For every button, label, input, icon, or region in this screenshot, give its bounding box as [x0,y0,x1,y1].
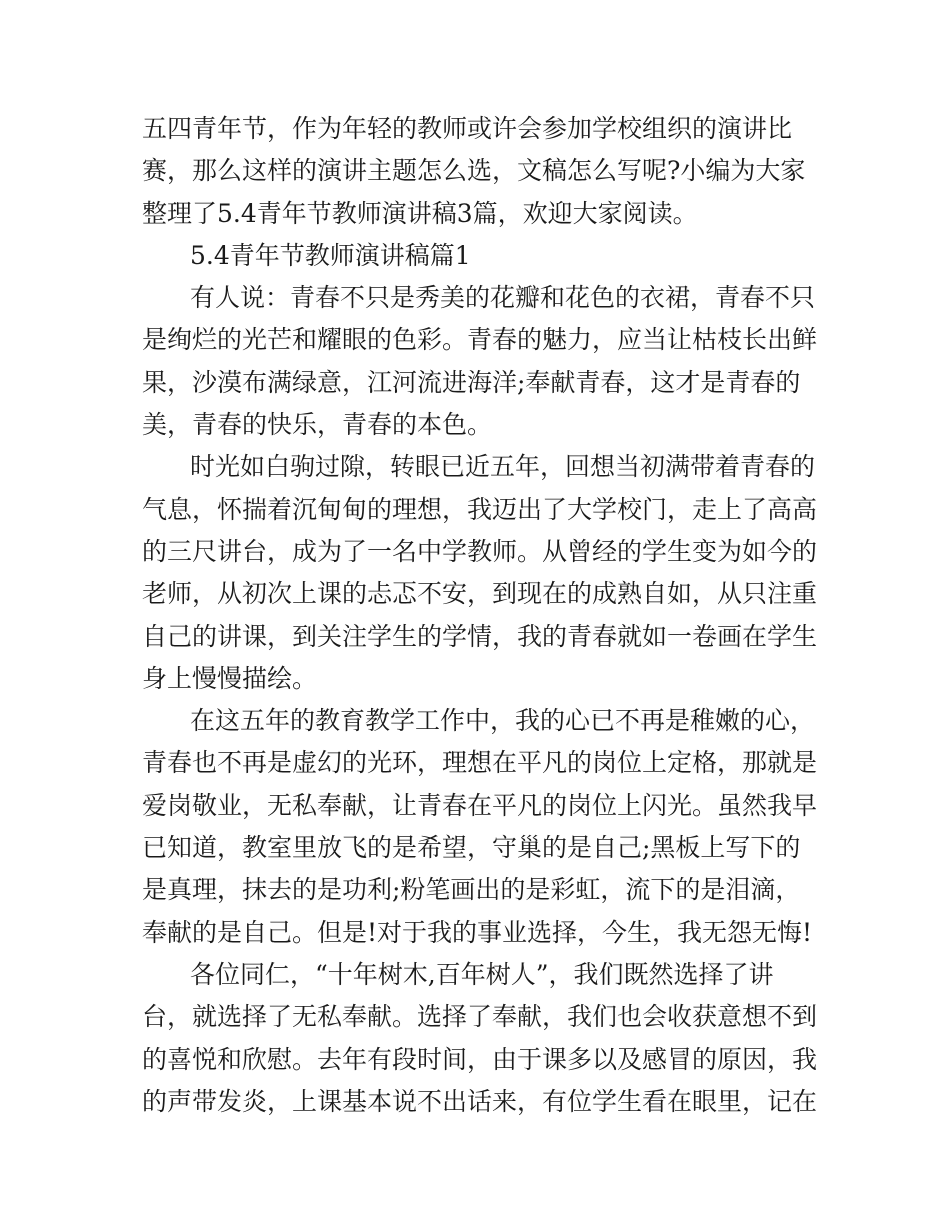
article-body [142,108,822,1123]
text-line: 台，就选择了无私奉献。选择了奉献，我们也会收获意想不到 [142,1002,818,1032]
text-line: 各位同仁，“十年树木,百年树人”，我们既然选择了讲 [190,959,774,989]
text-line: 在这五年的教育教学工作中，我的心已不再是稚嫩的心， [190,706,816,736]
text-line: 奉献的是自己。但是!对于我的事业选择，今生，我无怨无悔! [142,917,813,947]
text-line: 美，青春的快乐，青春的本色。 [142,410,493,440]
text-line: 整理了5.4青年节教师演讲稿3篇，欢迎大家阅读。 [142,198,698,228]
text-line: 果，沙漠布满绿意，江河流进海洋;奉献青春，这才是青春的 [142,367,801,397]
text-line: 气息，怀揣着沉甸甸的理想，我迈出了大学校门，走上了高高 [142,494,818,524]
text-line: 青春也不再是虚幻的光环，理想在平凡的岗位上定格，那就是 [142,748,818,778]
text-line: 是绚烂的光芒和耀眼的色彩。青春的魅力，应当让枯枝长出鲜 [142,325,818,355]
text-line: 自己的讲课，到关注学生的学情，我的青春就如一卷画在学生 [142,621,818,651]
text-line: 的喜悦和欣慰。去年有段时间，由于课多以及感冒的原因，我 [142,1044,818,1074]
text-line: 时光如白驹过隙，转眼已近五年，回想当初满带着青春的 [190,452,816,482]
text-line: 的三尺讲台，成为了一名中学教师。从曾经的学生变为如今的 [142,536,818,566]
text-line: 老师，从初次上课的忐忑不安，到现在的成熟自如，从只注重 [142,579,818,609]
text-line: 的声带发炎，上课基本说不出话来，有位学生看在眼里，记在 [142,1086,818,1116]
text-line: 爱岗敬业，无私奉献，让青春在平凡的岗位上闪光。虽然我早 [142,790,818,820]
text-line: 五四青年节，作为年轻的教师或许会参加学校组织的演讲比 [142,114,793,143]
text-line: 赛，那么这样的演讲主题怎么选，文稿怎么写呢?小编为大家 [142,156,806,186]
text-line: 身上慢慢描绘。 [142,663,318,693]
text-line: 是真理，抹去的是功利;粉笔画出的是彩虹，流下的是泪滴， [142,875,801,905]
text-line: 有人说：青春不只是秀美的花瓣和花色的衣裙，青春不只 [190,283,816,313]
text-line: 已知道，教室里放飞的是希望，守巢的是自己;黑板上写下的 [142,833,801,863]
section-heading: 5.4青年节教师演讲稿篇1 [190,240,471,270]
